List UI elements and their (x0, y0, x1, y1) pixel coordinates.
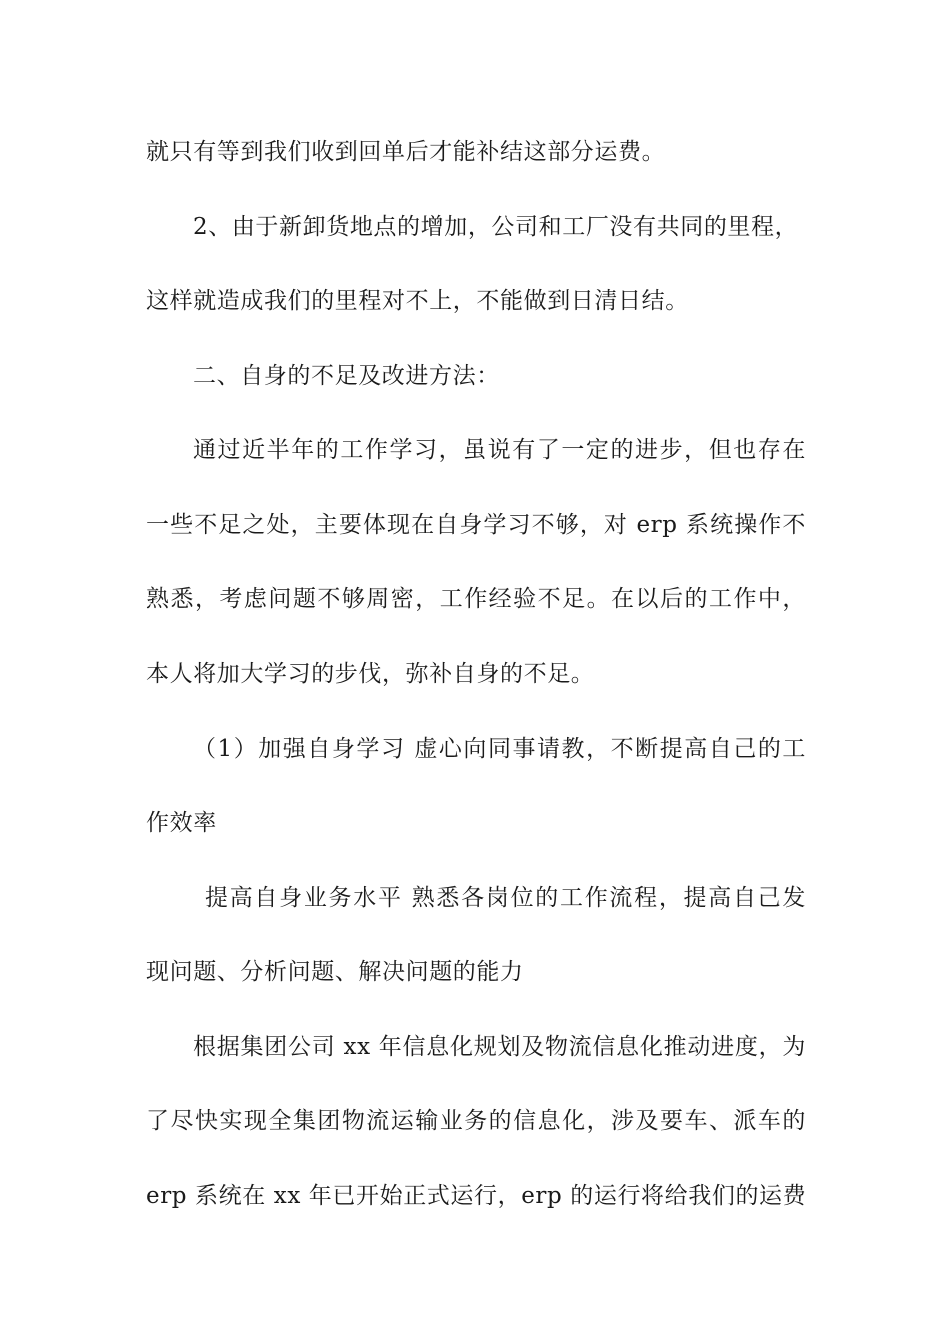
text-line: 了尽快实现全集团物流运输业务的信息化，涉及要车、派车的 (146, 1108, 806, 1134)
text-line: 提高自身业务水平 熟悉各岗位的工作流程，提高自己发 (205, 885, 806, 911)
text-line: 这样就造成我们的里程对不上，不能做到日清日结。 (146, 288, 689, 314)
text-line: 根据集团公司 xx 年信息化规划及物流信息化推动进度，为 (193, 1034, 806, 1060)
text-line: 作效率 (146, 810, 217, 836)
text-line: 通过近半年的工作学习，虽说有了一定的进步，但也存在 (193, 437, 806, 463)
text-line: erp 系统在 xx 年已开始正式运行，erp 的运行将给我们的运费 (146, 1183, 807, 1209)
text-line: 熟悉，考虑问题不够周密，工作经验不足。在以后的工作中， (146, 586, 806, 612)
text-line: 2、由于新卸货地点的增加，公司和工厂没有共同的里程， (193, 214, 799, 240)
text-line: （1）加强自身学习 虚心向同事请教，不断提高自己的工 (193, 736, 806, 762)
text-line: 一些不足之处，主要体现在自身学习不够，对 erp 系统操作不 (146, 512, 806, 538)
text-line: 现问题、分析问题、解决问题的能力 (146, 959, 524, 985)
text-line: 就只有等到我们收到回单后才能补结这部分运费。 (146, 139, 666, 165)
section-heading: 二、自身的不足及改进方法： (193, 363, 500, 389)
text-line: 本人将加大学习的步伐，弥补自身的不足。 (146, 661, 595, 687)
